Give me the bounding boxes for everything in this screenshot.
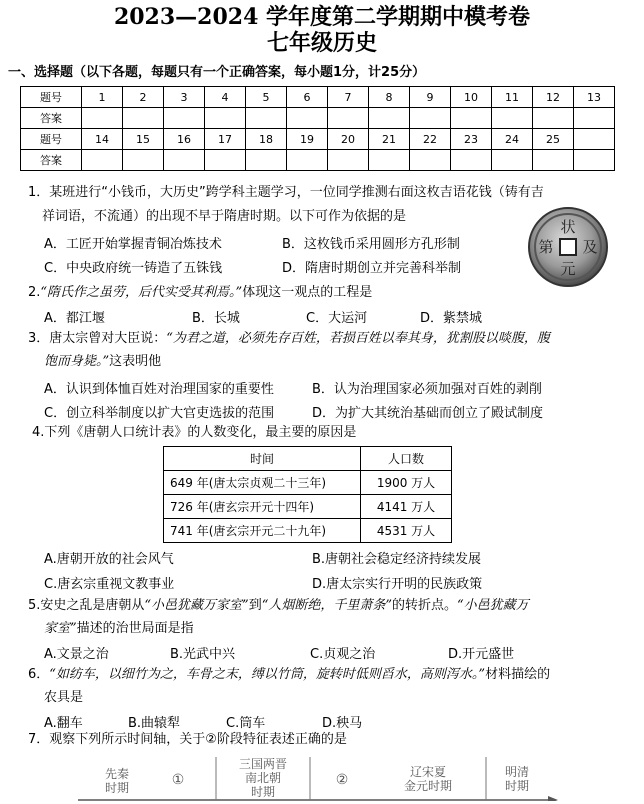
timeline-cell-pre-qin: 先秦 时期 xyxy=(104,767,129,795)
q5-option-a: A.文景之治 xyxy=(44,647,109,662)
table-row xyxy=(21,87,615,108)
q2-quote: “隋氏作之虽劳，后代实受其利焉。” xyxy=(40,285,243,300)
q1-option-b: B．这枚钱币采用圆形方孔形制 xyxy=(282,237,460,252)
q5-quote-3-cont: 家室” xyxy=(44,621,77,636)
table-row xyxy=(164,447,452,471)
coin-char-top: 状 xyxy=(560,218,576,236)
q3-option-d: D．为扩大其统治基础而创立了殿试制度 xyxy=(312,406,544,421)
q1-option-d: D．隋唐时期创立并完善科举制 xyxy=(282,261,462,276)
answer-cell[interactable] xyxy=(164,150,205,171)
table-cell: 726 年(唐玄宗开元十四年) xyxy=(164,495,361,519)
timeline xyxy=(78,757,558,801)
table-header-cell: 时间 xyxy=(164,447,361,471)
table-cell: 6 xyxy=(287,87,328,108)
table-cell: 12 xyxy=(533,87,574,108)
q2-option-b: B．长城 xyxy=(192,311,240,326)
table-cell: 18 xyxy=(246,129,287,150)
answer-cell[interactable] xyxy=(246,150,287,171)
table-cell: 17 xyxy=(205,129,246,150)
table-cell xyxy=(574,129,615,150)
question-5-stem-line1 xyxy=(28,594,529,618)
answer-cell[interactable] xyxy=(123,150,164,171)
question-2-stem xyxy=(28,281,372,305)
table-cell: 741 年(唐玄宗开元二十九年) xyxy=(164,519,361,543)
question-6-stem-line1 xyxy=(28,663,550,687)
table-row xyxy=(21,150,615,171)
q2-option-a: A．都江堰 xyxy=(44,311,105,326)
table-row xyxy=(21,129,615,150)
timeline-cell-three-kingdoms: 三国两晋 南北朝 时期 xyxy=(238,757,287,799)
population-table xyxy=(163,446,452,543)
q6-option-b: B.曲辕犁 xyxy=(128,716,181,731)
question-7-stem: 7．观察下列所示时间轴，关于②阶段特征表述正确的是 xyxy=(28,732,347,747)
q3-stem-head: 3．唐太宗曾对大臣说： xyxy=(28,331,167,346)
answer-cell[interactable] xyxy=(82,108,123,129)
answer-cell[interactable] xyxy=(369,150,410,171)
coin-char-right: 及 xyxy=(582,238,598,256)
table-cell: 题号 xyxy=(21,129,82,150)
answer-cell[interactable] xyxy=(328,108,369,129)
question-3-stem-line1 xyxy=(28,327,550,351)
q5-stem-tail: 的转折点。 xyxy=(392,598,458,613)
table-cell xyxy=(574,150,615,171)
answer-cell[interactable] xyxy=(287,150,328,171)
q3-option-b: B．认为治理国家必须加强对百姓的剥削 xyxy=(312,382,542,397)
question-3-stem-line2 xyxy=(44,350,161,374)
table-cell: 3 xyxy=(164,87,205,108)
q2-number: 2. xyxy=(28,285,41,300)
table-cell: 答案 xyxy=(21,150,82,171)
answer-cell[interactable] xyxy=(492,108,533,129)
question-6-stem-line2: 农具是 xyxy=(44,690,84,705)
table-cell: 2 xyxy=(123,87,164,108)
answer-cell[interactable] xyxy=(246,108,287,129)
table-cell: 22 xyxy=(410,129,451,150)
q5-option-c: C.贞观之治 xyxy=(310,647,376,662)
answer-cell[interactable] xyxy=(82,150,123,171)
table-cell: 题号 xyxy=(21,87,82,108)
table-cell: 9 xyxy=(410,87,451,108)
q5-quote-2: “人烟断绝，千里萧条” xyxy=(261,598,393,613)
table-cell: 19 xyxy=(287,129,328,150)
q5-line2-tail: 描述的治世局面是指 xyxy=(76,621,194,636)
answer-cell[interactable] xyxy=(410,108,451,129)
coin-char-left: 第 xyxy=(538,238,554,256)
q2-option-c: C．大运河 xyxy=(306,311,368,326)
question-1-stem-line1: 1．某班进行“小钱币，大历史”跨学科主题学习，一位同学推测右面这枚吉语花钱（铸有吉 xyxy=(28,185,544,200)
table-cell: 649 年(唐太宗贞观二十三年) xyxy=(164,471,361,495)
table-cell: 1900 万人 xyxy=(361,471,452,495)
coin-image xyxy=(527,206,609,288)
q2-option-d: D．紫禁城 xyxy=(420,311,483,326)
table-cell: 4531 万人 xyxy=(361,519,452,543)
table-cell: 11 xyxy=(492,87,533,108)
table-cell: 16 xyxy=(164,129,205,150)
coin-char-bottom: 元 xyxy=(560,260,576,278)
answer-cell[interactable] xyxy=(533,150,574,171)
q1-option-c: C．中央政府统一铸造了五铢钱 xyxy=(44,261,223,276)
table-cell: 10 xyxy=(451,87,492,108)
answer-cell[interactable] xyxy=(328,150,369,171)
table-cell: 7 xyxy=(328,87,369,108)
table-cell: 25 xyxy=(533,129,574,150)
q5-stem-head: 5.安史之乱是唐朝从 xyxy=(28,598,145,613)
answer-table xyxy=(20,86,615,171)
q6-number: 6． xyxy=(28,667,50,682)
q6-quote: “如纺车，以细竹为之，车骨之末，缚以竹筒，旋转时低则舀水，高则泻水。” xyxy=(49,667,486,682)
table-cell: 5 xyxy=(246,87,287,108)
answer-cell[interactable] xyxy=(205,150,246,171)
timeline-cell-stage-1: ① xyxy=(171,772,185,788)
answer-cell[interactable] xyxy=(123,108,164,129)
answer-cell[interactable] xyxy=(451,150,492,171)
q3-option-a: A．认识到体恤百姓对治理国家的重要性 xyxy=(44,382,274,397)
q3-quote-part1: “为君之道，必须先存百姓，若损百姓以奉其身，犹割股以啖腹，腹 xyxy=(166,331,550,346)
timeline-cell-ming-qing: 明清 时期 xyxy=(504,765,529,793)
q5-option-b: B.光武中兴 xyxy=(170,647,236,662)
question-1-stem-line2: 祥词语，不流通）的出现不早于隋唐时期。以下可作为依据的是 xyxy=(42,209,407,224)
table-cell: 23 xyxy=(451,129,492,150)
q6-stem-tail: 材料描绘的 xyxy=(485,667,551,682)
table-cell: 8 xyxy=(369,87,410,108)
q5-stem-mid: 到 xyxy=(248,598,262,613)
table-row xyxy=(164,495,452,519)
table-row xyxy=(164,519,452,543)
answer-cell[interactable] xyxy=(492,150,533,171)
answer-cell[interactable] xyxy=(369,108,410,129)
exam-subtitle: 七年级历史 xyxy=(266,30,377,56)
q1-option-a: A．工匠开始掌握青铜冶炼技术 xyxy=(44,237,222,252)
section-heading: 一、选择题（以下各题，每题只有一个正确答案，每小题1分，计25分） xyxy=(8,65,426,80)
q5-option-d: D.开元盛世 xyxy=(448,647,515,662)
q4-option-b: B.唐朝社会稳定经济持续发展 xyxy=(312,552,482,567)
question-5-stem-line2 xyxy=(44,617,194,641)
answer-cell[interactable] xyxy=(451,108,492,129)
q3-stem-tail: 这表明他 xyxy=(109,354,162,369)
answer-cell[interactable] xyxy=(164,108,205,129)
table-cell: 答案 xyxy=(21,108,82,129)
q6-option-c: C.筒车 xyxy=(226,716,266,731)
table-row xyxy=(164,471,452,495)
q4-option-a: A.唐朝开放的社会风气 xyxy=(44,552,174,567)
table-cell: 13 xyxy=(574,87,615,108)
table-cell: 21 xyxy=(369,129,410,150)
timeline-axis xyxy=(78,757,558,801)
q4-option-d: D.唐太宗实行开明的民族政策 xyxy=(312,577,483,592)
exam-title: 2023—2024 学年度第二学期期中模考卷 xyxy=(113,4,531,30)
table-cell: 4141 万人 xyxy=(361,495,452,519)
table-cell: 15 xyxy=(123,129,164,150)
answer-cell[interactable] xyxy=(533,108,574,129)
q5-quote-3: “小邑犹藏万 xyxy=(457,598,529,613)
timeline-cell-liao-song: 辽宋夏 金元时期 xyxy=(403,765,452,793)
answer-cell[interactable] xyxy=(574,108,615,129)
q3-quote-part2: 饱而身毙。” xyxy=(44,354,110,369)
table-header-cell: 人口数 xyxy=(361,447,452,471)
table-cell: 14 xyxy=(82,129,123,150)
question-4-stem: 4.下列《唐朝人口统计表》的人数变化，最主要的原因是 xyxy=(32,425,357,440)
q6-option-d: D.秧马 xyxy=(322,716,363,731)
q6-option-a: A.翻车 xyxy=(44,716,83,731)
answer-cell[interactable] xyxy=(287,108,328,129)
answer-cell[interactable] xyxy=(205,108,246,129)
table-cell: 4 xyxy=(205,87,246,108)
table-cell: 24 xyxy=(492,129,533,150)
table-cell: 1 xyxy=(82,87,123,108)
table-cell: 20 xyxy=(328,129,369,150)
q3-option-c: C．创立科举制度以扩大官吏选拔的范围 xyxy=(44,406,275,421)
answer-cell[interactable] xyxy=(410,150,451,171)
table-row xyxy=(21,108,615,129)
q4-option-c: C.唐玄宗重视文教事业 xyxy=(44,577,175,592)
timeline-cell-stage-2: ② xyxy=(335,772,349,788)
q5-quote-1: “小邑犹藏万家室” xyxy=(144,598,249,613)
q2-stem-tail: 体现这一观点的工程是 xyxy=(242,285,373,300)
